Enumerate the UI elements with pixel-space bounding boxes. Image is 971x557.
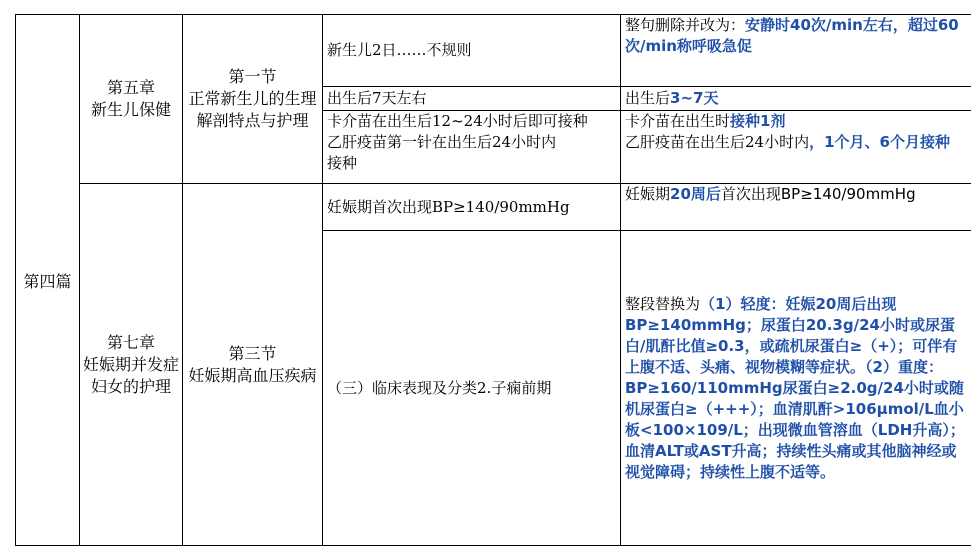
section-3-label: [183, 343, 322, 387]
row-3-original: [323, 111, 621, 184]
row-2-revised: [621, 87, 971, 111]
chapter-7-label: [80, 332, 182, 398]
row-4-revised-prefix: 妊娠期: [625, 185, 671, 203]
row-1-revised: [621, 15, 971, 87]
row-2-revised-highlight: 3~7天: [670, 89, 719, 107]
row-5-revised-highlight: （1）轻度：妊娠20周后出现BP≥140mmHg；尿蛋白20.3g/24小时或尿蛋白/肌酐比值≥0.3，或疏机尿蛋白≥（+）；可伴有上腹不适、头痛、视物模糊等症状。（2）重度：BP≥160/110mmHg尿蛋白≥2.0g/24小时或随机尿蛋白≥（+++）；血清肌酐>106μmol/L血小板<100×109/L；出现微血管溶血（LDH升高）；血清ALT或AST升高；持续性头痛或其他脑神经或视觉障碍；持续性上腹不适等。: [625, 294, 965, 481]
row-1-original: 新生儿2日……不规则: [323, 15, 621, 87]
errata-table: [15, 14, 971, 546]
text-line: 正常新生儿的生理解剖特点与护理: [188, 89, 317, 130]
part-cell: 第四篇: [16, 15, 80, 546]
row-3-original-line-1: 卡介苗在出生后12~24小时后即可接种: [327, 112, 588, 130]
row-5-revised: [621, 231, 971, 546]
section-1-label: [183, 66, 322, 132]
row-5-original: （三）临床表现及分类2.子痫前期: [323, 231, 621, 546]
section-1-cell: [183, 15, 323, 184]
row-3-revised-line-1-highlight: 接种1剂: [730, 112, 786, 130]
row-1-revised-highlight: 安静时40次/min左右，超过60次/min称呼吸急促: [625, 16, 959, 55]
chapter-7-cell: [80, 184, 183, 546]
row-1-revised-prefix: 整句删除并改为：: [625, 16, 746, 34]
text-line: 第一节: [228, 67, 277, 86]
section-3-cell: [183, 184, 323, 546]
text-line: 第七章: [106, 332, 155, 352]
row-2-revised-prefix: 出生后: [625, 89, 671, 107]
chapter-5-cell: [80, 15, 183, 184]
row-4-revised: [621, 184, 971, 231]
row-4-revised-suffix: 首次出现BP≥140/90mmHg: [720, 185, 916, 203]
row-4-revised-highlight: 20周后: [670, 185, 721, 203]
row-3-revised-line-1-prefix: 卡介苗在出生时: [625, 112, 731, 130]
text-line: 妊娠期高血压疾病: [188, 365, 317, 385]
row-4-original: 妊娠期首次出现BP≥140/90mmHg: [323, 184, 621, 231]
text-line: 妊娠期并发症妇女的护理: [82, 354, 179, 396]
text-line: 新生儿保健: [90, 100, 171, 119]
row-3-original-line-3: 接种: [327, 154, 358, 171]
text-line: 第三节: [228, 343, 277, 363]
row-3-revised: [621, 111, 971, 184]
row-3-original-line-2: 乙肝疫苗第一针在出生后24小时内: [327, 133, 557, 151]
text-line: 第五章: [106, 78, 155, 97]
row-3-revised-line-2-highlight: ，1个月、6个月接种: [809, 133, 950, 151]
row-2-original: 出生后7天左右: [323, 87, 621, 111]
row-5-revised-prefix: 整段替换为: [625, 294, 701, 313]
row-3-revised-line-2-prefix: 乙肝疫苗在出生后24小时内: [625, 133, 810, 151]
chapter-5-label: [80, 77, 182, 121]
